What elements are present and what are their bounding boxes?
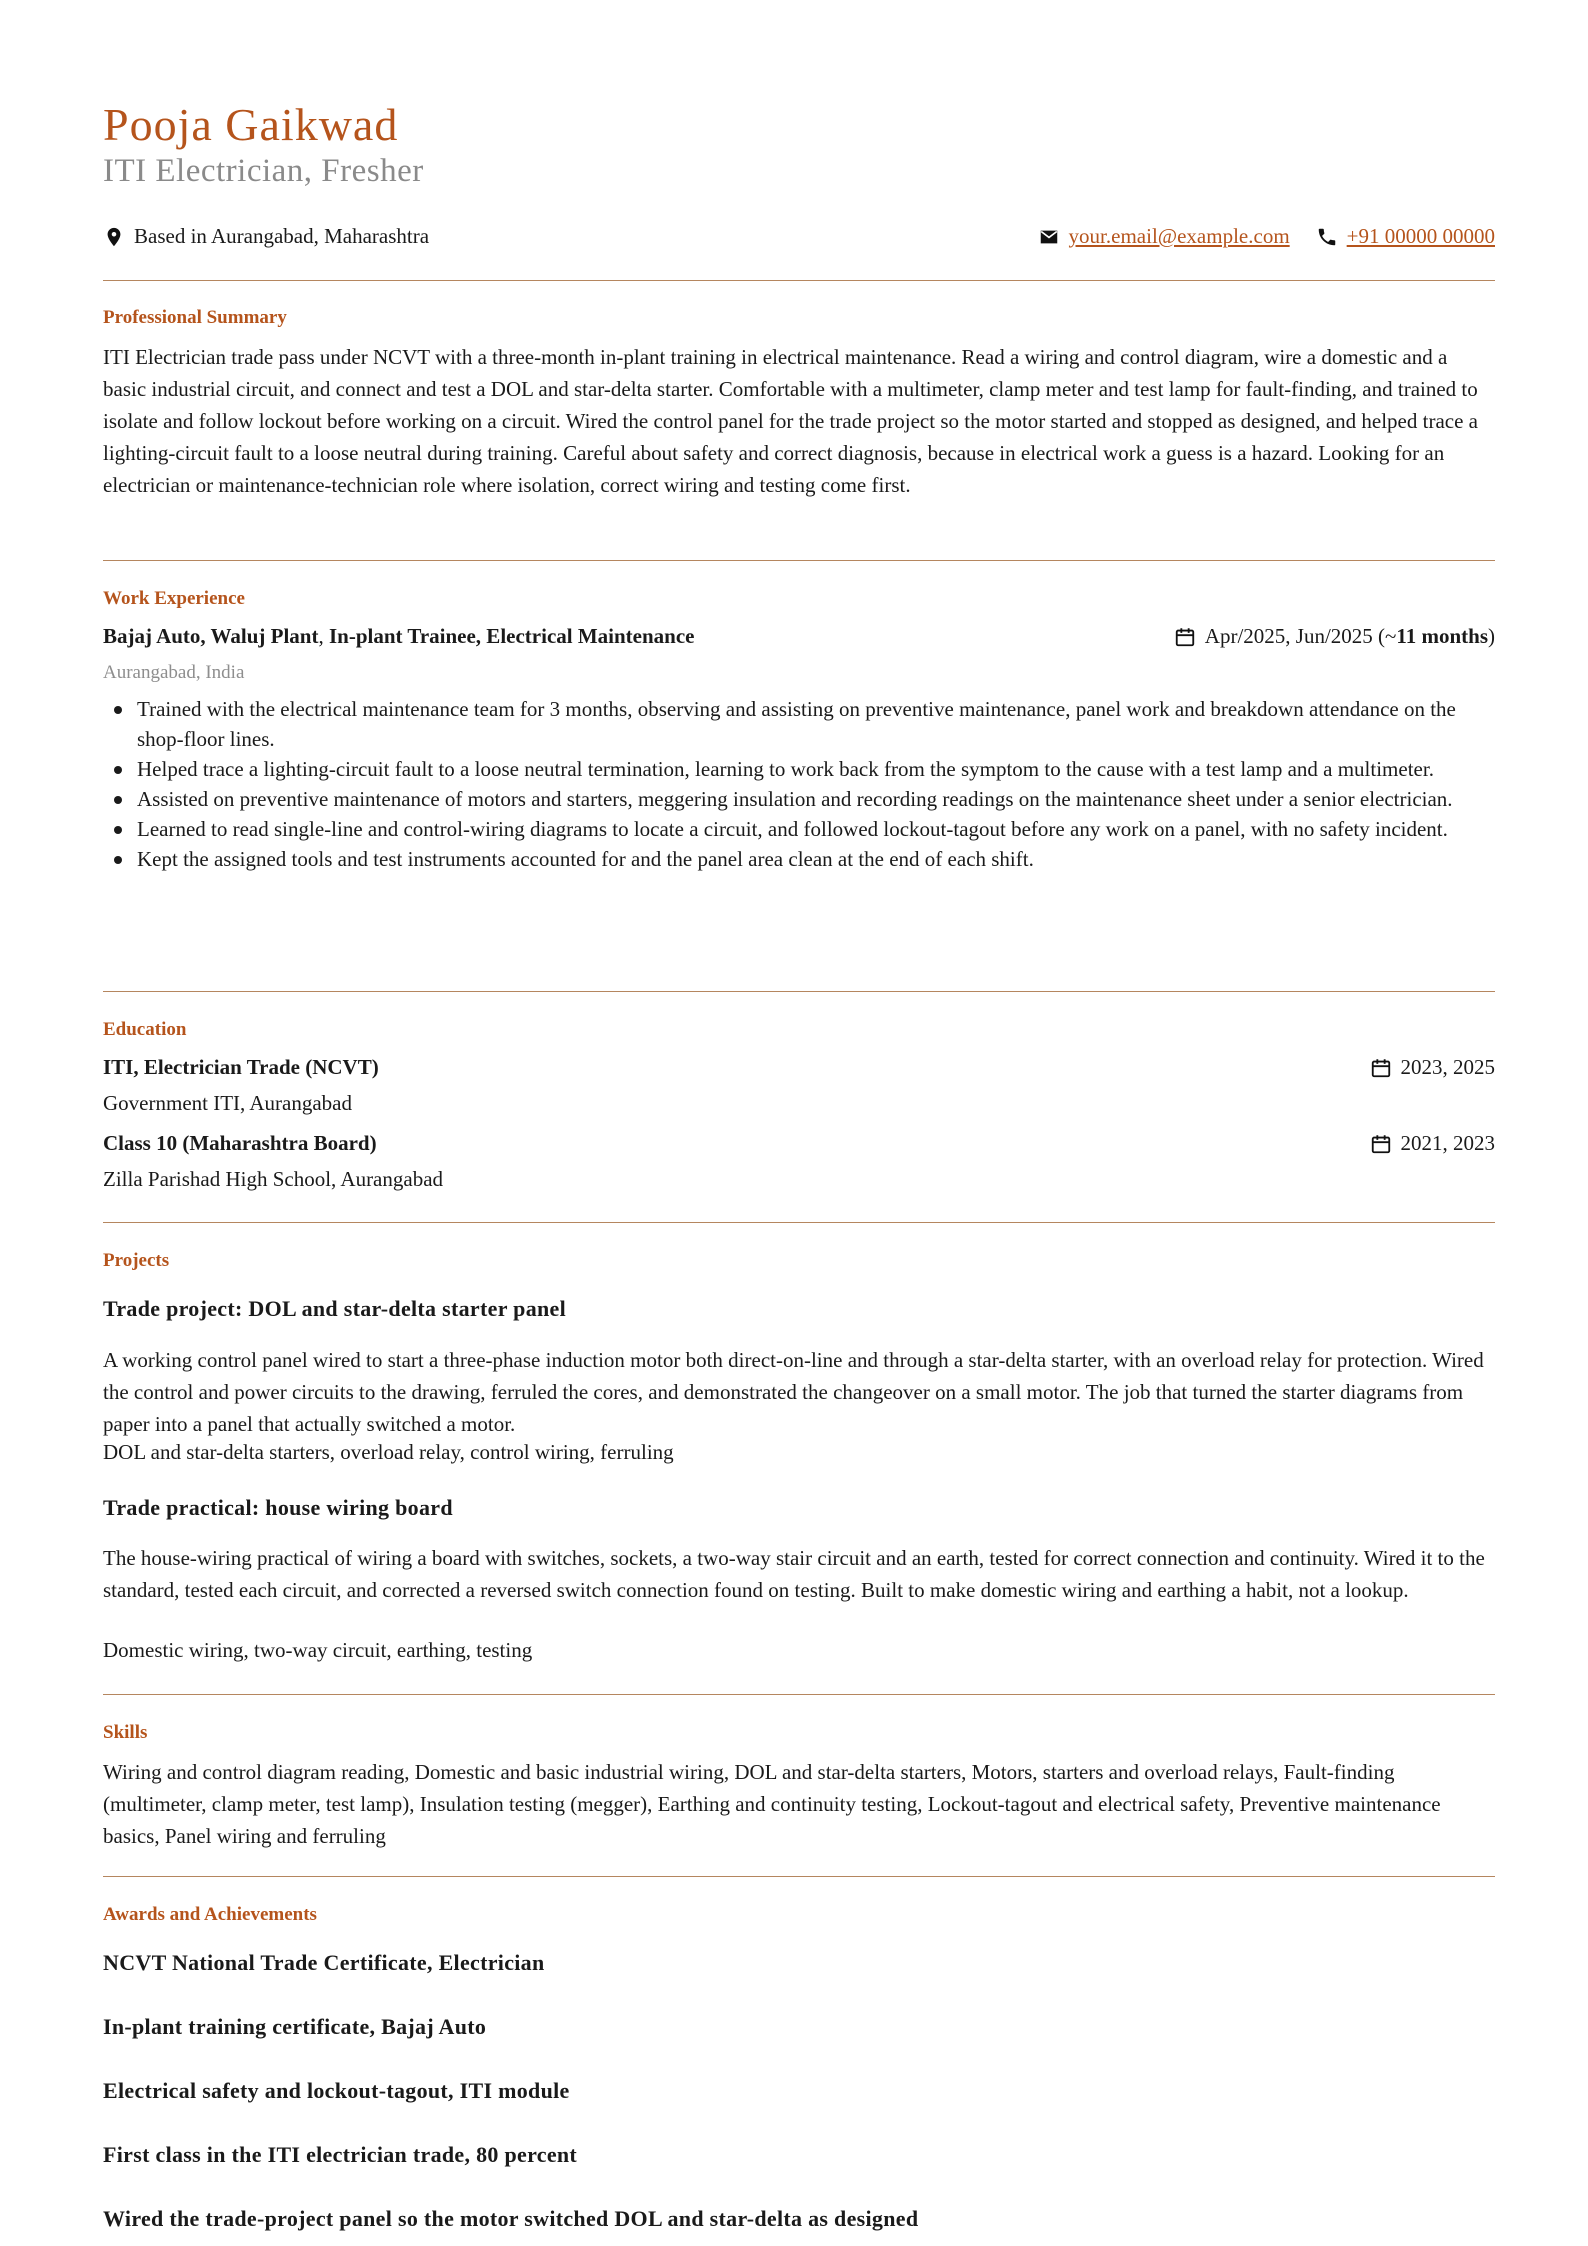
- skills-text: Wiring and control diagram reading, Domestic and basic industrial wiring, DOL and star-delta starters, Motors, starters and overload relays, Fault-finding (multimeter, clamp meter, test lamp), Insulation testing (megger), Earthing and continuity testing, Lockout-tagout and electrical safety, Preventive maintenance basics, Panel wiring and ferruling: [103, 1760, 1441, 1848]
- calendar-icon: [1370, 1133, 1392, 1155]
- candidate-name: Pooja Gaikwad: [103, 99, 399, 150]
- divider: [103, 1222, 1495, 1223]
- projects-heading: Projects: [103, 1250, 170, 1271]
- award-item: NCVT National Trade Certificate, Electrician: [103, 1950, 545, 1975]
- calendar-icon: [1370, 1057, 1392, 1079]
- map-pin-icon: [103, 226, 125, 248]
- job-sep: ,: [318, 624, 329, 648]
- education-entry: [103, 1131, 1495, 1161]
- project-tags: DOL and star-delta starters, overload relay, control wiring, ferruling: [103, 1440, 674, 1464]
- job-dates: [1174, 624, 1495, 649]
- job-dates-text: Apr/2025, Jun/2025 (~: [1204, 624, 1397, 648]
- job-duration: 11 months: [1396, 624, 1488, 648]
- awards-heading: Awards and Achievements: [103, 1904, 317, 1925]
- list-item: Helped trace a lighting-circuit fault to a loose neutral termination, learning to work back from the symptom to the cause with a test lamp and a multimeter.: [137, 754, 1495, 784]
- list-item: Kept the assigned tools and test instruments accounted for and the panel area clean at the end of each shift.: [137, 844, 1495, 874]
- candidate-title: ITI Electrician, Fresher: [103, 153, 424, 189]
- experience-heading: Work Experience: [103, 588, 245, 609]
- degree: Class 10 (Maharashtra Board): [103, 1131, 377, 1155]
- school: Zilla Parishad High School, Aurangabad: [103, 1167, 444, 1191]
- list-item: Assisted on preventive maintenance of motors and starters, meggering insulation and recording readings on the maintenance sheet under a senior electrician.: [137, 784, 1495, 814]
- list-item: Trained with the electrical maintenance team for 3 months, observing and assisting on preventive maintenance, panel work and breakdown attendance on the shop-floor lines.: [137, 694, 1495, 754]
- list-item: Learned to read single-line and control-wiring diagrams to locate a circuit, and followed lockout-tagout before any work on a panel, with no safety incident.: [137, 814, 1495, 844]
- award-item: In-plant training certificate, Bajaj Auto: [103, 2014, 487, 2039]
- education-heading: Education: [103, 1019, 187, 1040]
- job-header: [103, 624, 1495, 654]
- project-description: The house-wiring practical of wiring a board with switches, sockets, a two-way stair circuit and an earth, tested for correct connection and continuity. Wired it to the standard, tested each circuit, and corrected a reversed switch connection found on testing. Built to make domestic wiring and earthing a habit, not a lookup.: [103, 1546, 1485, 1602]
- divider: [103, 1876, 1495, 1877]
- job-org: Bajaj Auto, Waluj Plant: [103, 624, 319, 648]
- project-tags: Domestic wiring, two-way circuit, earthing, testing: [103, 1638, 533, 1662]
- job-dates-end: ): [1488, 624, 1495, 648]
- education-dates-text: 2023, 2025: [1400, 1055, 1495, 1079]
- phone-icon: [1316, 226, 1338, 248]
- summary-heading: Professional Summary: [103, 307, 287, 328]
- education-entry: [103, 1055, 1495, 1085]
- divider: [103, 1694, 1495, 1695]
- job-bullets: [103, 694, 1495, 874]
- award-item: Wired the trade-project panel so the motor switched DOL and star-delta as designed: [103, 2206, 919, 2231]
- job-location: Aurangabad, India: [103, 662, 245, 683]
- phone-link[interactable]: +91 00000 00000: [1346, 224, 1495, 248]
- award-item: Electrical safety and lockout-tagout, ITI module: [103, 2078, 570, 2103]
- location: [103, 224, 429, 249]
- skills-heading: Skills: [103, 1722, 148, 1743]
- contact-row: [103, 224, 1495, 254]
- award-item: First class in the ITI electrician trade, 80 percent: [103, 2142, 578, 2167]
- job-role: In-plant Trainee, Electrical Maintenance: [328, 624, 695, 648]
- calendar-icon: [1174, 626, 1196, 648]
- email-link[interactable]: your.email@example.com: [1068, 224, 1290, 248]
- project-title: Trade practical: house wiring board: [103, 1495, 453, 1520]
- divider: [103, 560, 1495, 561]
- job-title-line: [103, 624, 695, 649]
- contact-links: [1038, 224, 1495, 249]
- envelope-icon: [1038, 226, 1060, 248]
- school: Government ITI, Aurangabad: [103, 1091, 352, 1115]
- education-dates-text: 2021, 2023: [1400, 1131, 1495, 1155]
- project-title: Trade project: DOL and star-delta starter panel: [103, 1296, 567, 1321]
- education-dates: [1370, 1131, 1496, 1156]
- location-text: Based in Aurangabad, Maharashtra: [134, 224, 430, 248]
- divider: [103, 991, 1495, 992]
- summary-text: ITI Electrician trade pass under NCVT with a three-month in-plant training in electrical maintenance. Read a wiring and control diagram, wire a domestic and a basic industrial circuit, and connect and test a DOL and star-delta starter. Comfortable with a multimeter, clamp meter and test lamp for fault-finding, and trained to isolate and follow lockout before working on a circuit. Wired the control panel for the trade project so the motor started and stopped as designed, and helped trace a lighting-circuit fault to a loose neutral during training. Careful about safety and correct diagnosis, because in electrical work a guess is a hazard. Looking for an electrician or maintenance-technician role where isolation, correct wiring and testing come first.: [103, 345, 1478, 497]
- project-description: A working control panel wired to start a three-phase induction motor both direct-on-line and through a star-delta starter, with an overload relay for protection. Wired the control and power circuits to the drawing, ferruled the cores, and demonstrated the changeover on a small motor. The job that turned the starter diagrams from paper into a panel that actually switched a motor.: [103, 1348, 1484, 1436]
- divider: [103, 280, 1495, 281]
- education-dates: [1370, 1055, 1496, 1080]
- degree: ITI, Electrician Trade (NCVT): [103, 1055, 379, 1079]
